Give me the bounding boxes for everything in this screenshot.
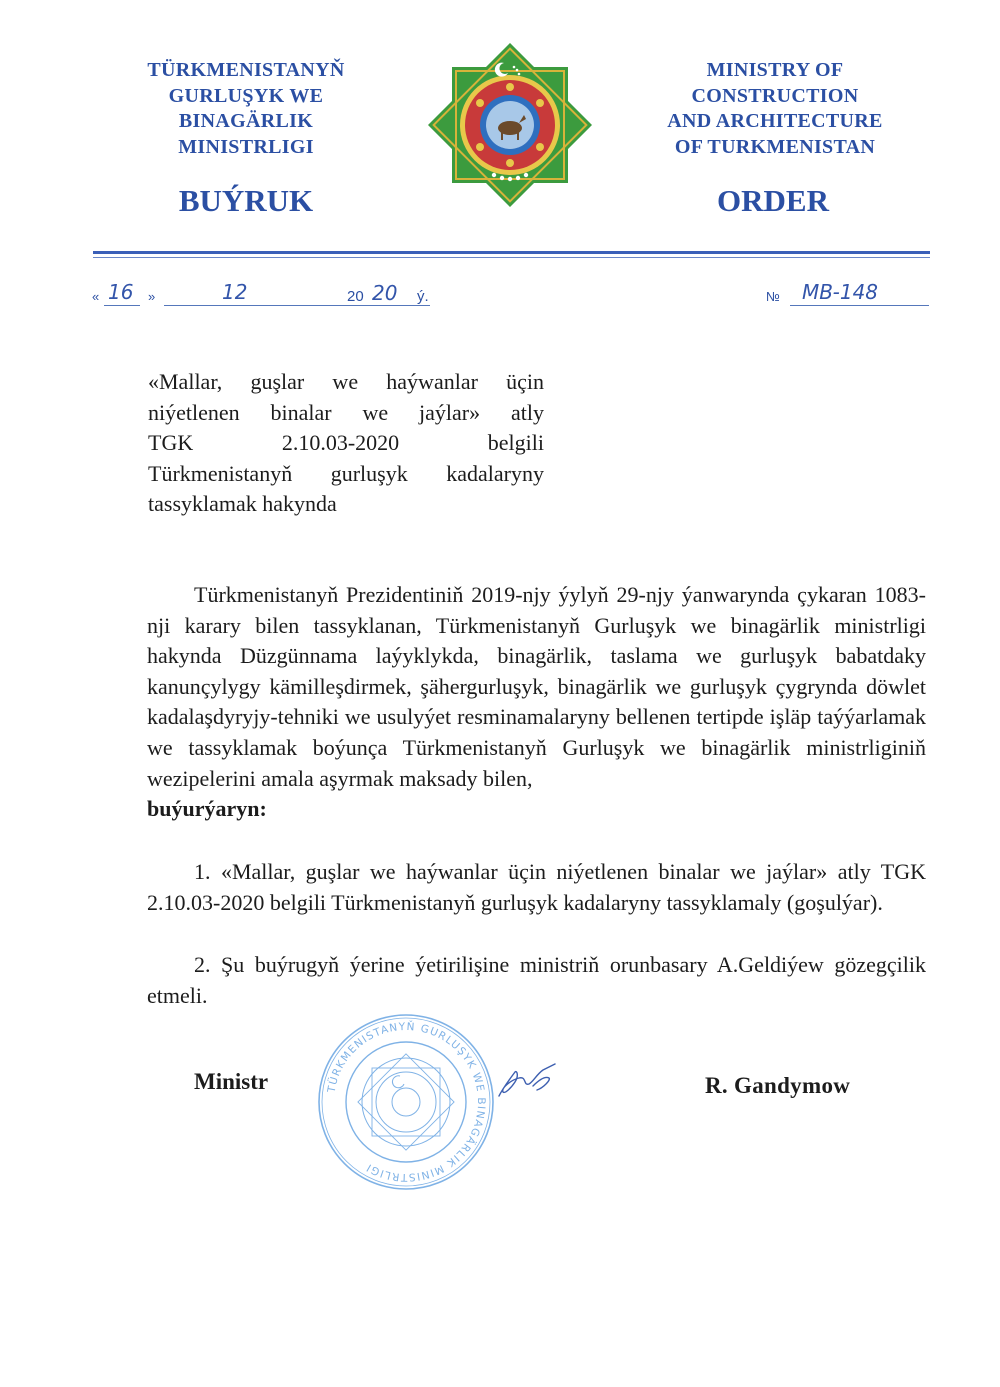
subject-line: niýetlenen binalar we jaýlar» atly — [148, 399, 544, 425]
org-line: BINAGÄRLIK — [178, 110, 314, 132]
year-underline — [368, 305, 410, 306]
org-name-english — [625, 58, 925, 160]
number-label: № — [766, 289, 780, 304]
date-line — [90, 280, 935, 310]
org-line: MINISTRY OF — [706, 59, 844, 81]
org-line: MINISTRLIGI — [178, 135, 314, 158]
subject-line: tassyklamak hakynda — [148, 491, 337, 516]
header-divider — [93, 251, 930, 254]
order-number: MB-148 — [802, 280, 879, 304]
org-line: GURLUŞYK WE — [168, 84, 324, 107]
close-quote: » — [148, 289, 156, 304]
date-year: 20 — [372, 281, 398, 305]
order-subject — [148, 367, 544, 520]
svg-text:TÜRKMENISTANYŇ GURLUŞYK WE BIN — [325, 1020, 487, 1183]
org-line: OF TURKMENISTAN — [674, 135, 876, 158]
header-divider-thin — [93, 257, 930, 258]
order-item-2: 2. Şu buýrugyň ýerine ýetirilişine ministriň orunbasary A.Geldiýew gözegçilik etmeli. — [147, 952, 926, 1008]
year-unit: ý. — [417, 288, 429, 305]
date-month: 12 — [222, 280, 248, 304]
preamble-paragraph — [147, 580, 926, 825]
preamble-text: Türkmenistanyň Prezidentiniň 2019-njy ýylyň 29-njy ýanwarynda çykaran 1083-nji karary bilen tassyklanan, Türkmenistanyň Gurluşyk we binagärlik ministrligi hakynda Düzgünnama laýyklykda, binagärlik, taslama we gurluşyk babatdaky kanunçylygy kämilleşdirmek, şähergurluşyk, binagärlik we gurluşyk çygrynda döwlet kadalaşdyryjy-tehniki we usulyýet resminamalaryny bellenen tertipde işläp taýýarlamak we tassyklamak boýunça Türkmenistanyň Gurluşyk we binagärlik ministrliginiň wezipelerini amala aşyrmak maksady bilen, — [147, 582, 926, 791]
subject-line: Türkmenistanyň gurluşyk kadalaryny — [148, 460, 544, 486]
number-underline — [790, 305, 929, 306]
year-prefix: 20 — [347, 288, 364, 305]
org-line: TÜRKMENISTANYŇ — [147, 59, 345, 81]
doc-type-english: ORDER — [717, 183, 829, 218]
handwritten-signature-icon — [493, 1058, 563, 1104]
order-phrase: buýurýaryn: — [147, 796, 267, 822]
official-seal-icon — [314, 1012, 498, 1192]
date-day: 16 — [108, 280, 134, 304]
open-quote: « — [92, 289, 100, 304]
order-item-1: 1. «Mallar, guşlar we haýwanlar üçin niýetlenen binalar we jaýlar» atly TGK 2.10.03-2020 belgili Türkmenistanyň gurluşyk kadalaryny tassyklamaly (goşulýar). — [147, 859, 926, 915]
subject-line: TGK 2.10.03-2020 belgili — [148, 430, 544, 455]
subject-line: «Mallar, guşlar we haýwanlar üçin — [148, 369, 544, 394]
day-underline — [104, 305, 140, 306]
doc-type-turkmen: BUÝRUK — [178, 183, 314, 218]
signatory-title: Ministr — [194, 1069, 269, 1094]
signatory-name: R. Gandymow — [705, 1073, 851, 1098]
state-emblem-icon — [428, 43, 592, 207]
seal-text: TÜRKMENISTANYŇ GURLUŞYK WE BINAGÄRLIK MINISTRLIGI — [325, 1020, 488, 1184]
org-line: AND ARCHITECTURE — [667, 110, 883, 132]
org-line: CONSTRUCTION — [691, 84, 859, 107]
org-name-turkmen — [100, 58, 392, 160]
